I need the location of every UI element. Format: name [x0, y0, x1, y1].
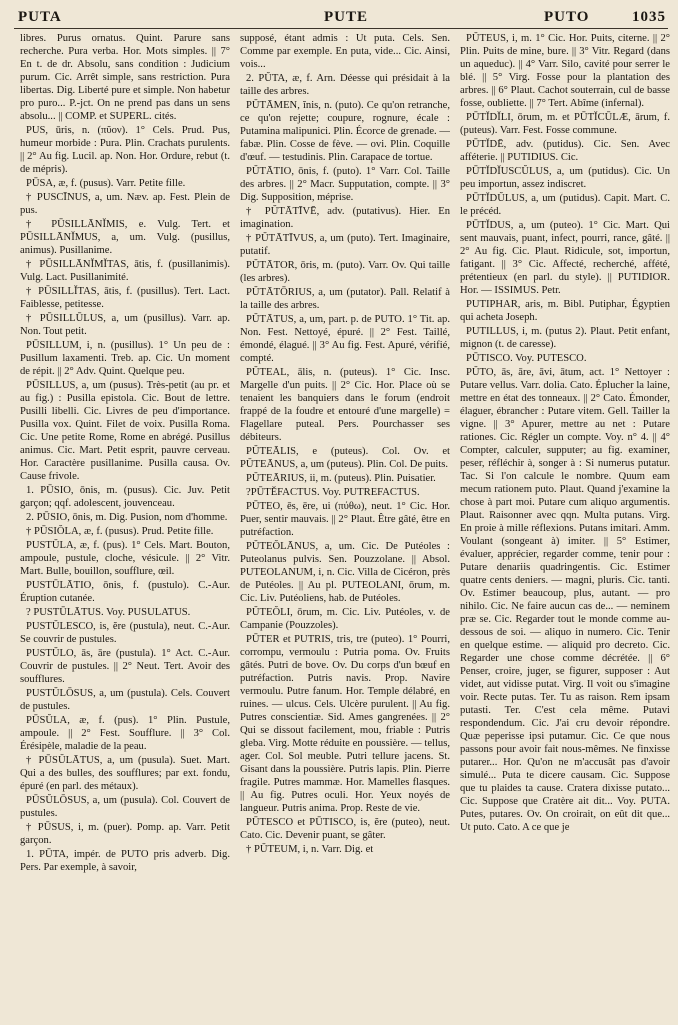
page-number: 1035 — [632, 9, 666, 25]
dictionary-entry: PUSTŬLESCO, is, ĕre (pustula), neut. C.-Aur. Se couvrir de pustules. — [20, 621, 230, 645]
dictionary-entry: PŬTEĀRIUS, ii, m. (puteus). Plin. Puisatier. — [246, 473, 436, 484]
dictionary-entry: 2. PŬTA, æ, f. Arn. Déesse qui présidait à la taille des arbres. — [240, 73, 450, 97]
dictionary-entry: 1. PŪTA, impér. de PUTO pris adverb. Dig. Pers. Par exemple, à savoir, — [20, 849, 230, 873]
running-head-left: PUTA — [18, 9, 62, 25]
dictionary-entry: PUSTŬLŌSUS, a, um (pustula). Cels. Couvert de pustules. — [20, 688, 230, 712]
dictionary-entry: † PUSCĪNUS, a, um. Næv. ap. Fest. Plein de pus. — [20, 192, 230, 216]
dictionary-entry: PŪTĬDĒ, adv. (putidus). Cic. Sen. Avec afféterie. || PUTIDIUS. Cic. — [460, 139, 670, 163]
dictionary-entry: PŪSA, æ, f. (pusus). Varr. Petite fille. — [26, 178, 186, 189]
dictionary-entry: PŬTEĀLIS, e (puteus). Col. Ov. et PŬTEĀNUS, a, um (puteus). Plin. Col. De puits. — [240, 446, 450, 470]
dictionary-entry: † PŬTĀTĪVĒ, adv. (putativus). Hier. En imagination. — [240, 206, 450, 230]
dictionary-entry: supposé, étant admis : Ut puta. Cels. Sen. Comme par exemple. En puta, vide... Cic. Ainsi, vois... — [240, 33, 450, 70]
dictionary-entry: PŬTĀTOR, ōris, m. (puto). Varr. Ov. Qui taille (les arbres). — [240, 260, 450, 284]
dictionary-entry: † PŪSILLĬTAS, ātis, f. (pusillus). Tert. Lact. Faiblesse, petitesse. — [20, 286, 230, 310]
running-head — [14, 6, 668, 28]
dictionary-entry: PUSTŬLA, æ, f. (pus). 1° Cels. Mart. Bouton, ampoule, pustule, cloche, vésicule. || 2° Vitr. Mart. Bulle, bouillon, soufflure, œil. — [20, 540, 230, 577]
dictionary-entry: PŬTĀTŌRIUS, a, um (putator). Pall. Relatif à la taille des arbres. — [240, 287, 450, 311]
dictionary-entry: † PŪSILLĀNĬMĬTAS, ātis, f. (pusillanimis). Vulg. Lact. Pusillanimité. — [20, 259, 230, 283]
dictionary-entry: † PŬTEUM, i, n. Varr. Dig. et — [246, 844, 374, 855]
dictionary-entry: PŬTEŎLĀNUS, a, um. Cic. De Putéoles : Puteolanus pulvis. Sen. Pouzzolane. || Absol. PUTEOLANUM, i, n. Cic. Villa de Cicéron, près de Putéoles. || Au pl. PUTEOLANI, ōrum, m. Cic. Liv. Putéoliens, hab. de Putéoles. — [240, 541, 450, 604]
running-head-center: PUTE — [324, 9, 369, 25]
dictionary-entry: PŬTO, ās, āre, āvi, ātum, act. 1° Nettoyer : Putare vellus. Varr. dolia. Cato. Éplucher la laine, mettre en état des tonneaux. || 2° Cato. Émonder, élaguer, ébrancher : Putare vitem. Gell. Tailler la vigne. || 3° Apurer, mettre au net : Putare rationes. Cic. Régler un compte. Voy. n° 4. || 4° Compter, calculer, supputer; au fig. examiner, peser, réfléchir à, songer à : Si numerus putatur. Tac. Si l'on calcule le nombre. Quum eam mecum rationem puto. Plaut. Quand j'examine la chose à part moi. Putare cum aliquo argumentis. Plaut. Raisonner avec qqn. Multa putans. Virg. En proie à mille réflexions. Putans imitari. Amm. Voulant (songeant à) imiter. || 5° Estimer, évaluer, apprécier, regarder comme, tenir pour : Putare denariis quadringentis. Cic. Estimer quatre cents deniers. — magni, pluris. Cic. tanti. Ov. Estimer beaucoup, plus, autant. — pro nihilo. Cic. Ne faire aucun cas de... — neminem præ se. Cic. Regarder tout le monde comme au-dessous de soi. — aliquo in numero. Cic. Tenir en quelque estime. — aliquid pro decreto. Cic. Regarder une chose comme décrétée. || 6° Penser, croire, juger, se figurer, supposer : Aut videt, aut vidisse putat. Virg. Il voit ou s'imagine voir. Recte putas. Ter. Tu as raison. Rem ipsam putasti. Ter. C'est cela même. Putavi respondendum. Cic. J'ai cru devoir répondre. Quæ peperisse ipsi putamur. Cic. Ce que nous passons pour avoir fait nous-mêmes. Ne finxisse putarer... Hor. Qu'on ne m'accusât pas d'avoir simulé... Puta te dicere causam. Cic. Suppose que tu plaides ta cause. Cratera dixisse putato... Cic. Suppose que Cratère ait dit... Voy. PUTA. Putes, putares. Ov. On croirait, on eût dit que... Ut puto. Cato. A ce que je — [460, 367, 670, 833]
dictionary-entry: PŬTEAL, ālis, n. (puteus). 1° Cic. Insc. Margelle d'un puits. || 2° Cic. Hor. Place où se tenaient les banquiers dans le forum (endroit frappé de la foudre et entouré d'une margelle) = Flagellare puteal. Pers. Pourchasser ses débiteurs. — [240, 367, 450, 443]
dictionary-entry: ? PUSTŪLĀTUS. Voy. PUSULATUS. — [26, 607, 191, 618]
dictionary-entry: PŪTESCO et PŪTISCO, is, ĕre (puteo), neut. Cato. Cic. Devenir puant, se gâter. — [240, 817, 450, 841]
dictionary-entry: PUTIPHAR, aris, m. Bibl. Putiphar, Égyptien qui acheta Joseph. — [460, 299, 670, 323]
dictionary-entry: PUSTŬLO, ās, āre (pustula). 1° Act. C.-Aur. Couvrir de pustules. || 2° Neut. Tert. Avoir des soufflures. — [20, 648, 230, 685]
dictionary-entry: ?PŪTĔFACTUS. Voy. PUTREFACTUS. — [246, 487, 420, 498]
dictionary-entry: PŪSŬLA, æ, f. (pus). 1° Plin. Pustule, ampoule. || 2° Fest. Soufflure. || 3° Col. Érésipèle, maladie de la peau. — [20, 715, 230, 752]
column-3 — [460, 32, 670, 1017]
dictionary-entry: PŪSILLUM, i, n. (pusillus). 1° Un peu de : Pusillum laxamenti. Treb. ap. Cic. Un moment de répit. || 2° Adv. Quint. Quelque peu. — [20, 340, 230, 377]
dictionary-entry: 1. PŪSIO, ōnis, m. (pusus). Cic. Juv. Petit garçon; qqf. adolescent, jouvenceau. — [20, 485, 230, 509]
dictionary-entry: PŪTISCO. Voy. PUTESCO. — [466, 353, 587, 364]
dictionary-entry: † PŪSILLĀNĬMIS, e. Vulg. Tert. et PŪSILLĀNĬMUS, a, um. Vulg. (pusillus, animus). Pusillanime. — [20, 219, 230, 256]
dictionary-entry: PŪTĬDŬLUS, a, um (putidus). Capit. Mart. C. le précéd. — [460, 193, 670, 217]
header-rule — [14, 28, 668, 29]
column-2 — [240, 32, 450, 1017]
dictionary-entry: † PŪSILLŪLUS, a, um (pusillus). Varr. ap. Non. Tout petit. — [20, 313, 230, 337]
dictionary-entry: PŬTĀMEN, ĭnis, n. (puto). Ce qu'on retranche, ce qu'on rejette; coupure, rognure, écale : Putamina malipunici. Plin. Écorce de grenade. — fabæ. Plin. Cosse de fève. — ovi. Plin. Coquille d'œuf. — testudinis. Plin. Carapace de tortue. — [240, 100, 450, 163]
dictionary-entry: PŬTEŎLI, ōrum, m. Cic. Liv. Putéoles, v. de Campanie (Pouzzoles). — [240, 607, 450, 631]
dictionary-entry: libres. Purus ornatus. Quint. Parure sans recherche. Pura verba. Hor. Mots simples. || 7° En t. de dr. Absolu, sans condition : Judicium purum. Cic. Arrêt simple, sans restriction. Pura libertas. Dig. Liberté pure et simple. Non habetur pro puro... P.-jct. On ne prend pas dans un sens absolu... || COMP. et SUPERL. cités. — [20, 33, 230, 122]
text-columns — [14, 32, 670, 1022]
dictionary-entry: † PŪSŬLĀTUS, a, um (pusula). Suet. Mart. Qui a des bulles, des soufflures; par ext. fondu, épuré (en parl. des métaux). — [20, 755, 230, 792]
column-1 — [20, 32, 230, 1017]
dictionary-entry: PŬTĀTUS, a, um, part. p. de PUTO. 1° Tit. ap. Non. Fest. Nettoyé, épuré. || 2° Fest. Taillé, émondé, élagué. || 3° Au fig. Fest. Apuré, vérifié, compté. — [240, 314, 450, 364]
dictionary-entry: † PŬTĀTĪVUS, a, um (puto). Tert. Imaginaire, putatif. — [240, 233, 450, 257]
dictionary-entry: PUTILLUS, i, m. (putus 2). Plaut. Petit enfant, mignon (t. de caresse). — [460, 326, 670, 350]
running-head-right: PUTO — [544, 9, 590, 25]
dictionary-entry: 2. PŪSIO, ōnis, m. Dig. Pusion, nom d'homme. — [26, 512, 228, 523]
dictionary-entry: PŪTĬDĬLI, ōrum, m. et PŪTĬCŪLÆ, ārum, f. (puteus). Varr. Fest. Fosse commune. — [460, 112, 670, 136]
dictionary-entry: PŬTĀTIO, ōnis, f. (puto). 1° Varr. Col. Taille des arbres. || 2° Macr. Supputation, compte. || 3° Dig. Supposition, méprise. — [240, 166, 450, 203]
dictionary-entry: PŪTER et PUTRIS, tris, tre (puteo). 1° Pourri, corrompu, vermoulu : Putria poma. Ov. Fruits gâtés. Putri de bove. Ov. Du corps d'un bœuf en putréfaction. Putris navis. Prop. Navire vermoulu. Putre fanum. Hor. Temple délabré, en ruines. — ulcus. Cels. Ulcère purulent. || Au fig. Putres conscientiæ. Sid. Ames gangrenées. || 2° Qui se dissout facilement, mou, friable : Putris gleba. Virg. Motte réduite en poussière. — tellus, ager. Col. Sol meuble. Putri tellure jacens. St. Gisant dans la poussière. Putris lapis. Plin. Pierre fragile. Putres mammæ. Hor. Mamelles flasques. || Au fig. Putres oculi. Hor. Yeux noyés de langueur. Putris anima. Prop. Reste de vie. — [240, 634, 450, 814]
dictionary-entry: PUSTŪLĀTIO, ōnis, f. (pustulo). C.-Aur. Éruption cutanée. — [20, 580, 230, 604]
dictionary-entry: PŪSILLUS, a, um (pusus). Très-petit (au pr. et au fig.) : Pusilla epistola. Cic. Bout de lettre. Pusilli libelli. Cic. Livres de peu d'importance. Pusilla vox. Quint. Filet de voix. Pusilla Roma. Cic. Une petite Rome, Rome en abrégé. Pusillus animus. Cic. Mart. Petit esprit, pauvre cerveau. Hor. Caractère pusillanime. Pusilla causa. Ov. Cause frivole. — [20, 380, 230, 482]
dictionary-entry: PŪTĬDĬUSCŬLUS, a, um (putidus). Cic. Un peu importun, assez indiscret. — [460, 166, 670, 190]
dictionary-entry: PUS, ūris, n. (πῦον). 1° Cels. Prud. Pus, humeur morbide : Pura. Plin. Crachats purulents. || 2° Au fig. Lucil. ap. Non. Hor. Ordure, rebut (t. de mépris). — [20, 125, 230, 175]
dictionary-entry: PŪTEO, ēs, ēre, ui (πύθω), neut. 1° Cic. Hor. Puer, sentir mauvais. || 2° Plaut. Être gâté, être en putréfaction. — [240, 501, 450, 538]
dictionary-entry: PŪSŬLŌSUS, a, um (pusula). Col. Couvert de pustules. — [20, 795, 230, 819]
dictionary-entry: PŪTĬDUS, a, um (puteo). 1° Cic. Mart. Qui sent mauvais, puant, infect, pourri, rance, gâté. || 2° Au fig. Cic. Plaut. Ridicule, sot, importun, fatigant. || 3° Cic. Affecté, recherché, affété, prétentieux (en parl. du style). || PUTIDIOR. Hor. — ISSIMUS. Petr. — [460, 220, 670, 296]
dictionary-entry: PŬTEUS, i, m. 1° Cic. Hor. Puits, citerne. || 2° Plin. Puits de mine, bure. || 3° Vitr. Regard (dans un aqueduc). || 4° Varr. Silo, cavité pour serrer le blé. || 5° Virg. Fosse pour la plantation des arbres. || 6° Plaut. Cachot souterrain, cul de basse fosse, oubliette. || 7° Tert. Abîme (infernal). — [460, 33, 670, 109]
dictionary-entry: † PŪSUS, i, m. (puer). Pomp. ap. Varr. Petit garçon. — [20, 822, 230, 846]
dictionary-entry: † PŪSIŎLA, æ, f. (pusus). Prud. Petite fille. — [26, 526, 214, 537]
